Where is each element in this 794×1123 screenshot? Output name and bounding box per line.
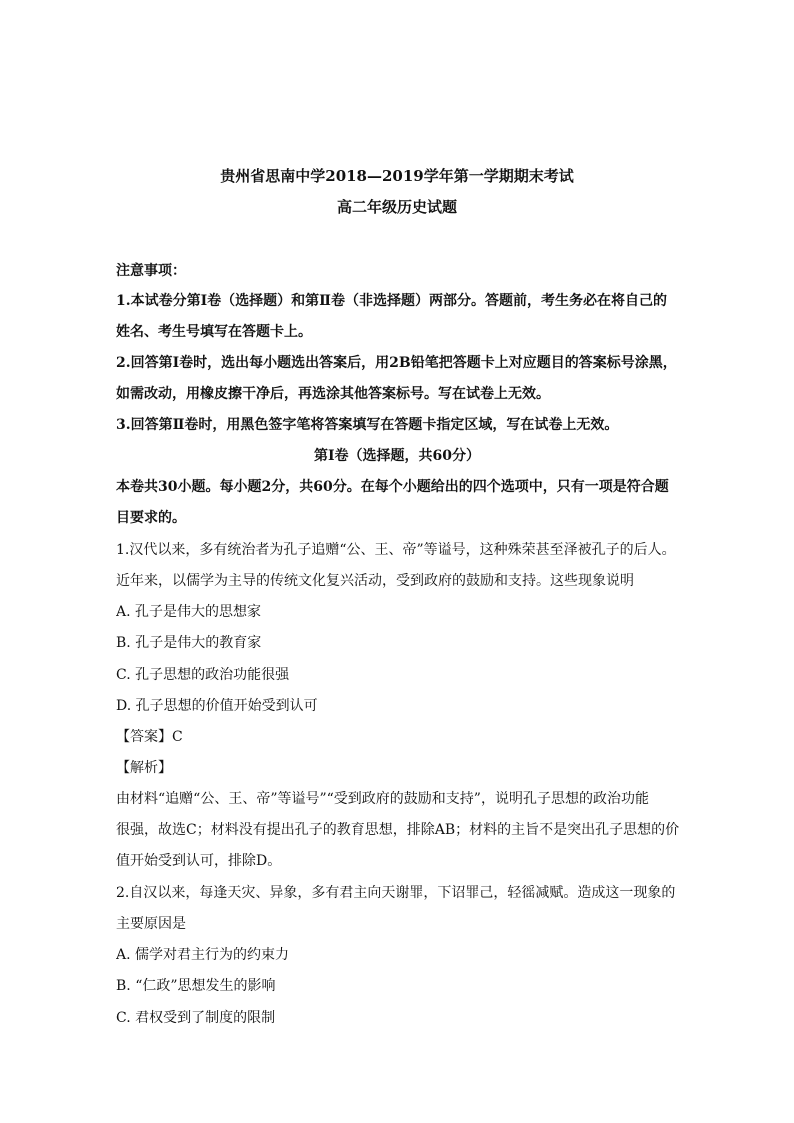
question-2-stem-line-2: 主要原因是	[116, 916, 186, 932]
question-2-stem-line-1: 2.自汉以来，每逢天灾、异象，多有君主向天谢罪，下诏罪己，轻徭减赋。造成这一现象的	[116, 885, 676, 901]
notice-item-2-line-1: 2.回答第Ⅰ卷时，选出每小题选出答案后，用2B铅笔把答题卡上对应题目的答案标号涂黑，	[116, 355, 677, 371]
question-2-option-b: B. “仁政”思想发生的影响	[116, 978, 276, 994]
exam-title: 贵州省思南中学2018—2019学年第一学期期末考试	[220, 167, 574, 185]
question-1-answer: 【答案】C	[116, 729, 183, 745]
notice-item-1-line-2: 姓名、考生号填写在答题卡上。	[116, 324, 312, 340]
notice-item-2-line-2: 如需改动，用橡皮擦干净后，再选涂其他答案标号。写在试卷上无效。	[116, 386, 550, 402]
section-1-heading: 第Ⅰ卷（选择题，共60分）	[313, 448, 481, 464]
question-1-analysis-line-3: 值开始受到认可，排除D。	[116, 853, 282, 869]
section-1-intro-line-1: 本卷共30小题。每小题2分，共60分。在每个小题给出的四个选项中，只有一项是符合题	[116, 479, 669, 495]
notice-item-1-line-1: 1.本试卷分第Ⅰ卷（选择题）和第Ⅱ卷（非选择题）两部分。答题前，考生务必在将自己的	[116, 293, 667, 309]
section-1-intro-line-2: 目要求的。	[116, 510, 186, 526]
notice-item-3-line-1: 3.回答第Ⅱ卷时，用黑色签字笔将答案填写在答题卡指定区域，写在试卷上无效。	[116, 417, 619, 433]
question-1-stem-line-2: 近年来，以儒学为主导的传统文化复兴活动，受到政府的鼓励和支持。这些现象说明	[116, 573, 634, 589]
question-1-option-c: C. 孔子思想的政治功能很强	[116, 667, 290, 683]
question-1-analysis-heading: 【解析】	[116, 760, 172, 776]
exam-subtitle: 高二年级历史试题	[336, 198, 457, 216]
question-1-option-b: B. 孔子是伟大的教育家	[116, 635, 262, 651]
question-1-analysis-line-1: 由材料“追赠“公、王、帝”等谥号”“受到政府的鼓励和支持”，说明孔子思想的政治功能	[116, 791, 649, 807]
question-2-option-a: A. 儒学对君主行为的约束力	[116, 947, 290, 963]
question-2-option-c: C. 君权受到了制度的限制	[116, 1010, 276, 1026]
notice-heading: 注意事项：	[116, 263, 186, 279]
question-1-option-d: D. 孔子思想的价值开始受到认可	[116, 698, 318, 714]
question-1-option-a: A. 孔子是伟大的思想家	[116, 604, 262, 620]
question-1-analysis-line-2: 很强，故选C；材料没有提出孔子的教育思想，排除AB；材料的主旨不是突出孔子思想的价	[116, 822, 680, 838]
question-1-stem-line-1: 1.汉代以来，多有统治者为孔子追赠“公、王、帝”等谥号，这种殊荣甚至泽被孔子的后人。	[116, 542, 676, 558]
